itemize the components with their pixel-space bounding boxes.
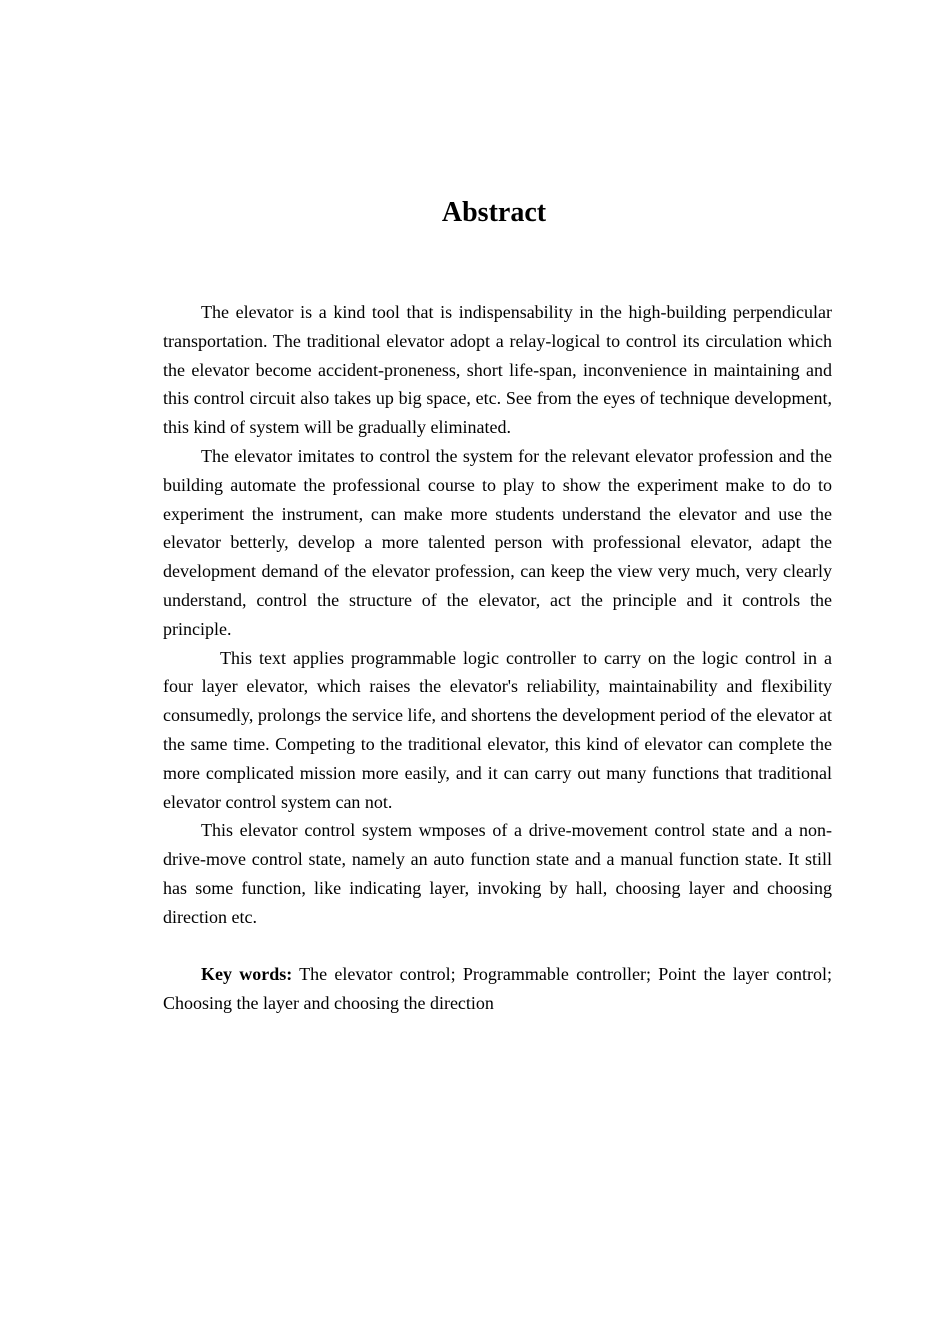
- abstract-paragraph-2: The elevator imitates to control the system for the relevant elevator profession and the building automate the professional course to play to show the experiment make to do to experiment the instrument, can make more students understand the elevator and use the elevator betterly, develop a more talented person with professional elevator, adapt the development demand of the elevator profession, can keep the view very much, very clearly understand, control the structure of the elevator, act the principle and it controls the principle.: [163, 445, 832, 639]
- page-title: Abstract: [441, 197, 547, 228]
- abstract-paragraph-1: The elevator is a kind tool that is indispensability in the high-building perpendicular transportation. The traditional elevator adopt a relay-logical to control its circulation which the elevator become accident-proneness, short life-span, inconvenience in maintaining and this control circuit also takes up big space, etc. See from the eyes of technique development, this kind of system will be gradually eliminated.: [163, 302, 832, 438]
- abstract-body: [163, 298, 832, 1018]
- keywords-label: Key words:: [201, 964, 293, 985]
- keywords-text: The elevator control; Programmable controller; Point the layer control; Choosing the layer and choosing the direction: [163, 964, 832, 1014]
- abstract-paragraph-3: This text applies programmable logic controller to carry on the logic control in a four layer elevator, which raises the elevator's reliability, maintainability and flexibility consumedly, prolongs the service life, and shortens the development period of the elevator at the same time. Competing to the traditional elevator, this kind of elevator can complete the more complicated mission more easily, and it can carry out many functions that traditional elevator control system can not.: [163, 647, 832, 812]
- keywords-paragraph: [163, 960, 832, 1018]
- abstract-paragraph-4: This elevator control system wmposes of a drive-movement control state and a non-drive-move control state, namely an auto function state and a manual function state. It still has some function, like indicating layer, invoking by hall, choosing layer and choosing direction etc.: [163, 820, 832, 927]
